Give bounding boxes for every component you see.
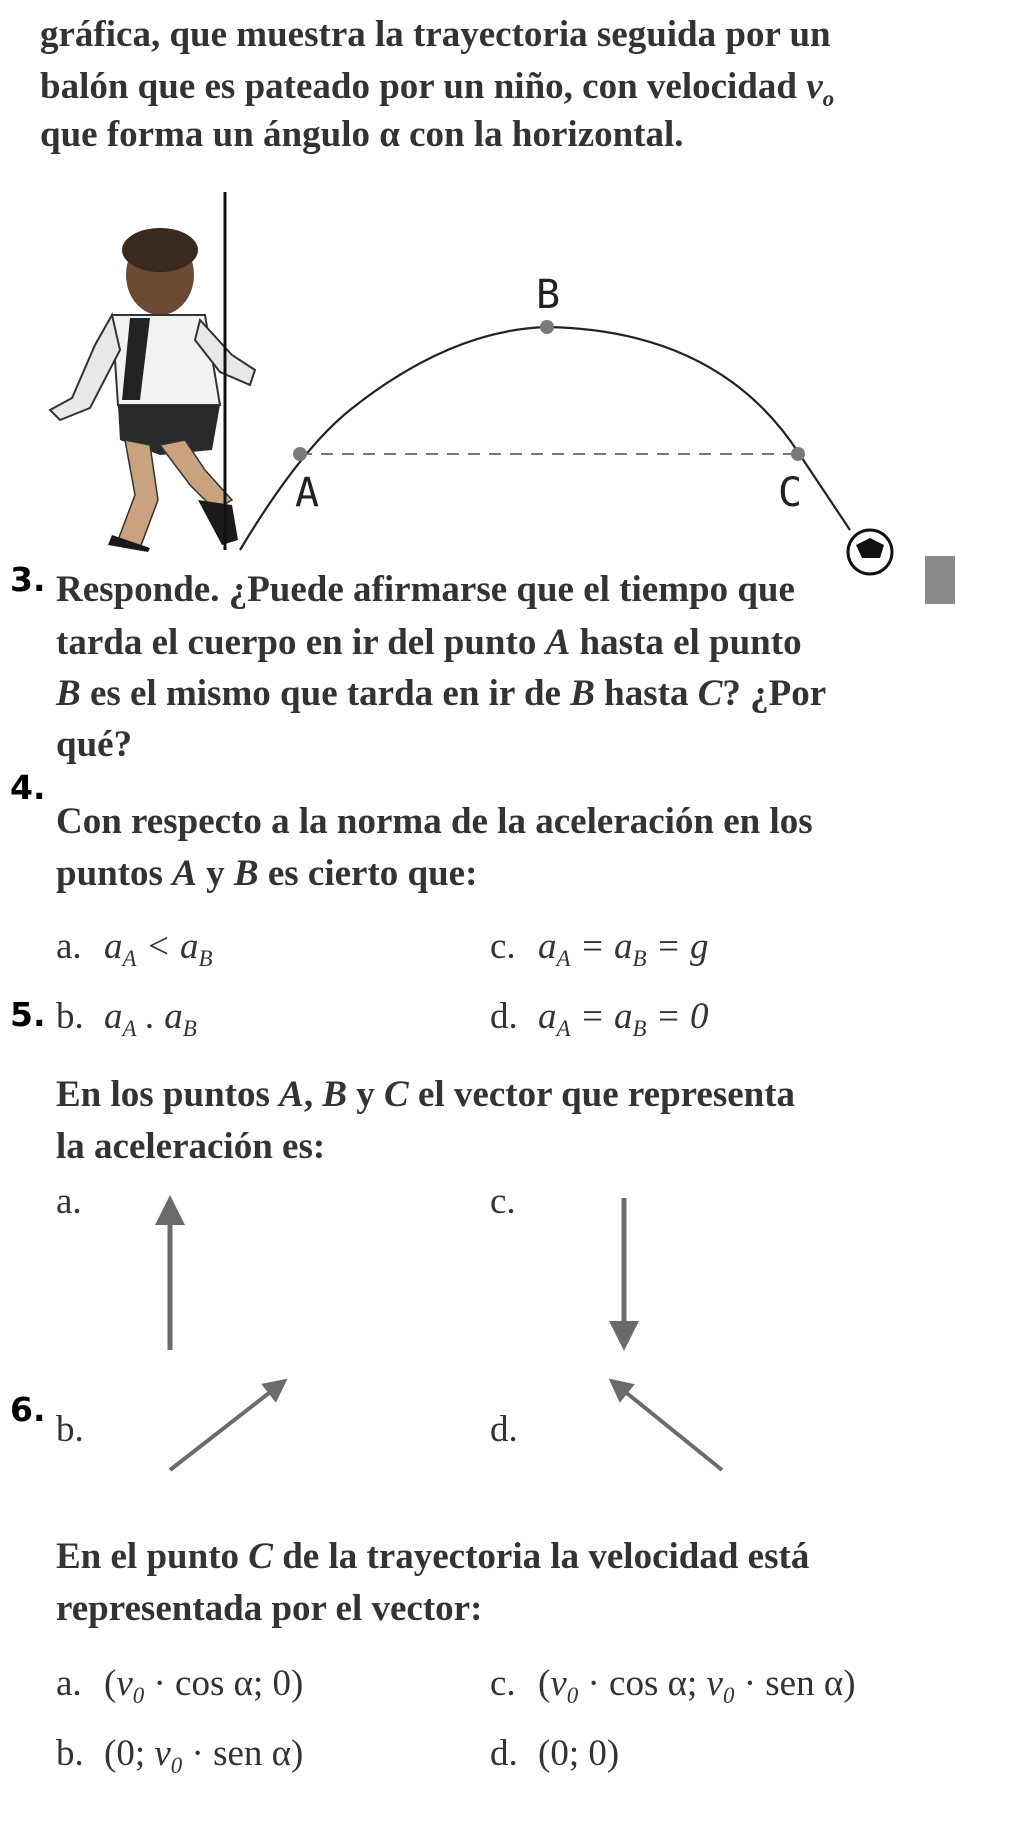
question-3-number: 3. [10, 560, 46, 599]
label-point-c: C [778, 470, 803, 516]
arrow-up-right-icon[interactable] [170, 1386, 278, 1470]
q4-option-c-label: c. [490, 926, 516, 967]
q6-option-c-expr: ($v_0 \cdot \cos \alpha$; $v_0$ · sen α) [538, 1663, 856, 1709]
label-point-a: A [295, 470, 320, 516]
q6-option-b-expr: (0; $v_0$ · sen α) [104, 1733, 304, 1779]
q3-line-2-post: hasta el punto [570, 622, 802, 663]
q5-option-c-label[interactable]: c. [490, 1181, 516, 1222]
q6-option-a[interactable] [56, 1662, 304, 1709]
q6-option-b-label: b. [56, 1733, 84, 1774]
q3-line-4: qué? [56, 724, 133, 765]
q4-line-1: Con respecto a la norma de la aceleración en los [56, 801, 813, 842]
q6-line-2: representada por el vector: [56, 1588, 483, 1629]
q4-line-2-pre: puntos [56, 853, 173, 894]
q4-var-b: B [233, 853, 259, 894]
q3-var-c: C [697, 673, 723, 714]
q5-option-d-label[interactable]: d. [490, 1409, 518, 1450]
q5-sep: , [303, 1074, 323, 1115]
question-4-number: 4. [10, 768, 46, 807]
q4-option-d-expr: $a_A = a_B = 0$ [538, 996, 709, 1042]
arrow-up-left-icon[interactable] [618, 1386, 722, 1470]
q5-var-b: B [322, 1074, 348, 1115]
q4-option-a-expr: $a_A < a_B$ [104, 926, 213, 972]
q3-var-b: B [56, 673, 81, 714]
q6-var-c: C [248, 1536, 273, 1577]
q3-line-3-mid: es el mismo que tarda en ir de [80, 673, 571, 714]
velocity-sub: o [822, 86, 835, 112]
q5-var-c: C [384, 1074, 409, 1115]
q6-option-c-label: c. [490, 1663, 516, 1704]
q3-line-3-mid2: hasta [594, 673, 698, 714]
q3-var-a: A [545, 622, 571, 663]
q5-line-1-pre: En los puntos [56, 1074, 280, 1115]
label-point-b: B [536, 272, 561, 318]
q4-var-a: A [172, 853, 197, 894]
q6-option-d[interactable] [490, 1732, 619, 1775]
q3-line-2-pre: tarda el cuerpo en ir del punto [56, 622, 546, 663]
q4-option-b-label: b. [56, 996, 84, 1037]
q6-option-a-expr: ($v_0 \cdot \cos \alpha$; 0) [104, 1663, 304, 1709]
q4-option-b-expr: $a_A$ . $a_B$ [104, 996, 197, 1042]
q4-line-2-mid: y [196, 853, 234, 894]
q4-option-a-label: a. [56, 926, 82, 967]
intro-line-3: que forma un ángulo α con la horizontal. [40, 114, 684, 155]
q4-option-c-expr: $a_A = a_B = g$ [538, 926, 709, 972]
q4-option-d-label: d. [490, 996, 518, 1037]
q6-option-d-label: d. [490, 1733, 518, 1774]
intro-line-1: gráfica, que muestra la trayectoria seguida por un [40, 14, 831, 55]
q6-line-1-pre: En el punto [56, 1536, 249, 1577]
q5-option-b-label[interactable]: b. [56, 1409, 84, 1450]
velocity-var: v [806, 66, 823, 107]
q3-var-b2: B [570, 673, 595, 714]
q6-option-d-expr: (0; 0) [538, 1733, 620, 1774]
q6-option-c[interactable] [490, 1662, 856, 1709]
q5-line-1-post: el vector que representa [408, 1074, 796, 1115]
q3-line-3-post: ? ¿Por [722, 673, 827, 714]
q5-option-a-label[interactable]: a. [56, 1181, 82, 1222]
q6-option-a-label: a. [56, 1663, 82, 1704]
q5-line-2: la aceleración es: [56, 1126, 326, 1167]
q6-line-1-post: de la trayectoria la velocidad está [272, 1536, 810, 1577]
intro-line-2-text: balón que es pateado por un niño, con velocidad [40, 66, 807, 107]
q5-y: y [347, 1074, 385, 1115]
q3-line-1: Responde. ¿Puede afirmarse que el tiempo que [56, 569, 795, 610]
question-5-number: 5. [10, 995, 46, 1034]
q6-line-1 [56, 1530, 809, 1583]
q4-line-2-post: es cierto que: [258, 853, 478, 894]
q6-option-b[interactable] [56, 1732, 304, 1779]
question-6-number: 6. [10, 1390, 46, 1429]
q5-var-a: A [279, 1074, 304, 1115]
